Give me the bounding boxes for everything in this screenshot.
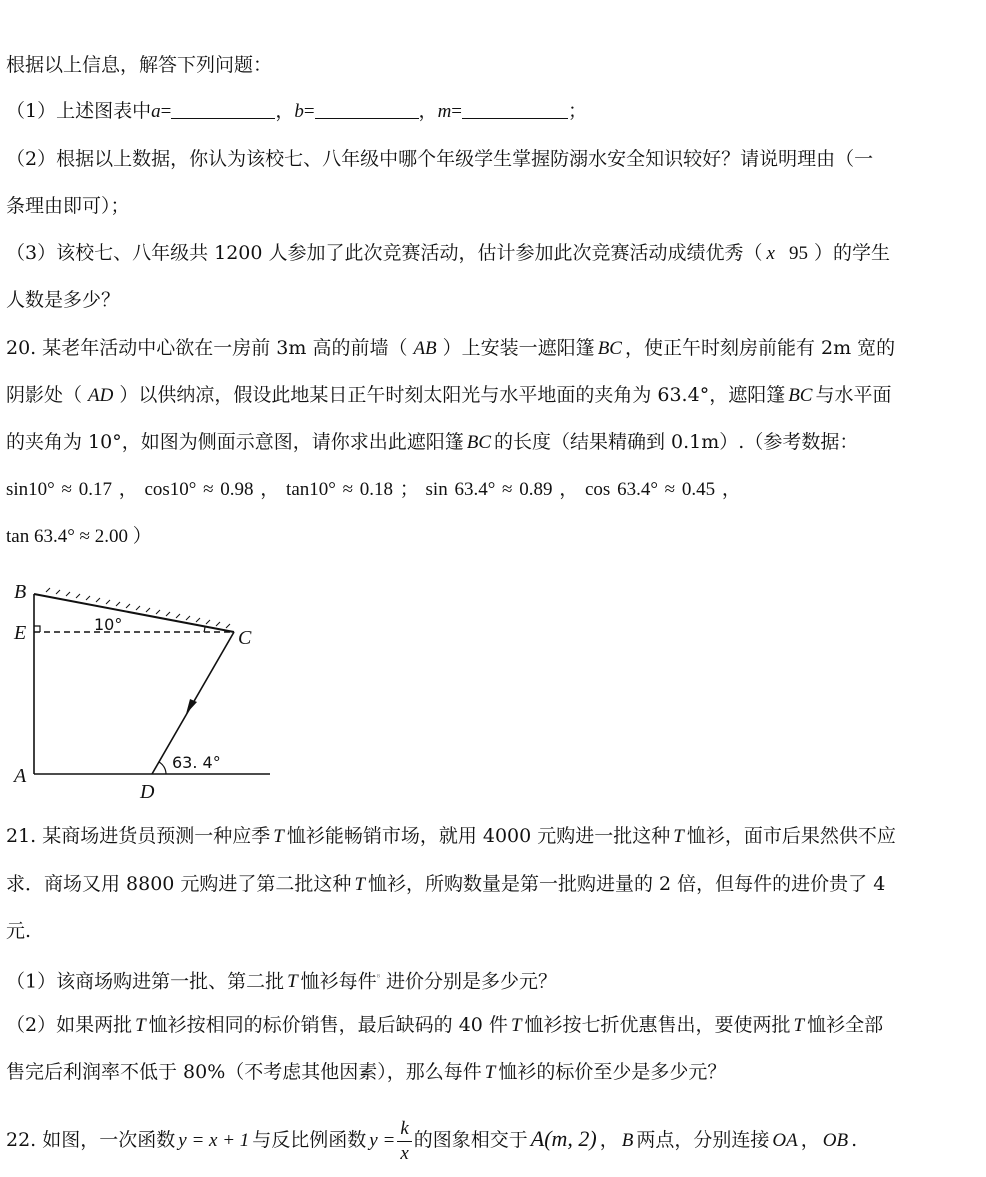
segment-AD: AD xyxy=(88,385,114,406)
point-B: B xyxy=(621,1130,634,1151)
answer-blank-m[interactable] xyxy=(462,98,568,119)
q19-part2-line1: （2）根据以上数据，你认为该校七、八年级中哪个年级学生掌握防溺水安全知识较好？请说明理由（一 xyxy=(6,148,874,170)
awning-diagram xyxy=(6,572,276,804)
fraction-k-over-x xyxy=(397,1117,411,1166)
q21-line2 xyxy=(6,871,885,898)
q19-part3-text-b: ）的学生 xyxy=(813,242,890,264)
q19-part3-text-a: （3）该校七、八年级共 1200 人参加了此次竞赛活动，估计参加此次竞赛活动成绩优秀（ xyxy=(6,242,763,264)
q19-part2-line2: 条理由即可）； xyxy=(6,195,130,217)
q19-part3-line2: 人数是多少？ xyxy=(6,289,121,311)
segment-BC: BC xyxy=(597,338,622,359)
letter-T: T xyxy=(673,826,684,847)
letter-T: T xyxy=(510,1015,522,1036)
q20-text: 的长度（结果精确到 0.1m）.（参考数据： xyxy=(494,431,859,453)
letter-T: T xyxy=(484,1062,496,1083)
q22-text: 两点，分别连接 xyxy=(636,1129,770,1151)
q21-text: 恤衫的标价至少是多少元？ xyxy=(498,1061,727,1083)
q20-line2 xyxy=(6,382,892,409)
segment-OB: OB xyxy=(822,1130,849,1151)
q22-text: ， xyxy=(800,1129,820,1151)
answer-blank-a[interactable] xyxy=(171,98,275,119)
answer-blank-b[interactable] xyxy=(315,98,419,119)
var-m: m xyxy=(437,101,452,122)
eq-sign: = xyxy=(451,101,463,122)
score-95: 95 xyxy=(788,243,808,264)
eq-sign: = xyxy=(303,101,315,122)
q22-text: 的图象相交于 xyxy=(413,1129,528,1151)
q20-text: ）上安装一遮阳篷 xyxy=(442,337,595,359)
q21-text: （2）如果两批 xyxy=(6,1014,133,1036)
q21-part2-line1 xyxy=(6,1012,883,1039)
q22-line1 xyxy=(6,1112,857,1168)
q20-text: ）以供纳凉，假设此地某日正午时刻太阳光与水平地面的夹角为 63.4°，遮阳篷 xyxy=(119,384,786,406)
q21-part1 xyxy=(6,965,557,995)
label-E: E xyxy=(14,622,27,644)
q21-text: （1）该商场购进第一批、第二批 xyxy=(6,970,285,993)
q20-reference-values-1: sin10° ≈ 0.17 ， cos10° ≈ 0.98 ， tan10° ≈ 0.18 ； sin 63.4° ≈ 0.89 ， cos 63.4° ≈ 0.45 ， xyxy=(6,479,741,500)
q20-text: ，使正午时刻房前能有 2m 宽的 xyxy=(624,337,896,359)
q20-line1 xyxy=(6,335,895,362)
letter-T: T xyxy=(793,1015,805,1036)
var-a: a xyxy=(151,101,161,122)
q21-line3: 元. xyxy=(6,920,32,942)
q21-part2-line2 xyxy=(6,1059,726,1086)
q21-text: 恤衫按相同的标价销售，最后缺码的 40 件 xyxy=(148,1014,508,1036)
var-b: b xyxy=(294,101,304,122)
segment-BC: BC xyxy=(466,432,491,453)
q22-text: 22. 如图，一次函数 xyxy=(6,1129,176,1151)
q20-text: 阴影处（ xyxy=(6,384,83,406)
linear-function: y = x + 1 xyxy=(178,1130,250,1151)
letter-T: T xyxy=(354,874,366,895)
segment-BC: BC xyxy=(788,385,813,406)
fraction-numerator: k xyxy=(397,1117,411,1142)
q21-text: 恤衫按七折优惠售出，要使两批 xyxy=(524,1014,791,1036)
q21-text: 恤衫能畅销市场，就用 4000 元购进一批这种 xyxy=(286,825,671,847)
angle-label-10: 10° xyxy=(94,615,123,634)
point-A: A(m, 2) xyxy=(530,1126,597,1151)
q21-text: 进价分别是多少元？ xyxy=(379,970,557,993)
intro-text: 根据以上信息，解答下列问题： xyxy=(6,54,273,76)
q22-text: . xyxy=(851,1129,858,1151)
segment-OA: OA xyxy=(772,1130,798,1151)
q20-text: 与水平面 xyxy=(815,384,892,406)
stray-mark: ⁸ xyxy=(376,973,380,982)
q19-part1 xyxy=(6,98,587,125)
q20-text: 20. 某老年活动中心欲在一房前 3m 高的前墙（ xyxy=(6,337,408,359)
angle-arc-63 xyxy=(159,762,166,774)
label-B: B xyxy=(14,581,27,603)
letter-T: T xyxy=(287,971,298,993)
comma: ， xyxy=(418,100,438,122)
label-C: C xyxy=(238,627,252,649)
q20-line3 xyxy=(6,429,858,456)
q20-text: 的夹角为 10°，如图为侧面示意图，请你求出此遮阳篷 xyxy=(6,431,464,453)
q21-text: 恤衫全部 xyxy=(807,1014,884,1036)
q21-text: 21. 某商场进货员预测一种应季 xyxy=(6,825,271,847)
fraction-denominator: x xyxy=(400,1142,409,1164)
q21-text: 恤衫每件 xyxy=(300,970,377,993)
right-angle-mark xyxy=(34,626,40,632)
label-D: D xyxy=(140,781,155,803)
q19-part1-prefix: （1）上述图表中 xyxy=(6,100,152,122)
ray-arrow-icon xyxy=(186,699,197,714)
q21-text: 售完后利润率不低于 80%（不考虑其他因素），那么每件 xyxy=(6,1061,482,1083)
segment-AB: AB xyxy=(413,338,437,359)
q22-text: ， xyxy=(599,1129,619,1151)
inverse-function-lhs: y = xyxy=(369,1130,396,1151)
q21-text: 恤衫，面市后果然供不应 xyxy=(686,825,896,847)
var-x: x xyxy=(766,243,775,264)
angle-label-63: 63. 4° xyxy=(172,753,221,772)
q21-line1 xyxy=(6,823,896,850)
q21-text: 恤衫，所购数量是第一批购进量的 2 倍，但每件的进价贵了 4 xyxy=(368,873,886,895)
q20-reference-values-2: tan 63.4° ≈ 2.00 ） xyxy=(6,526,152,547)
q19-part3-line1 xyxy=(6,240,890,267)
letter-T: T xyxy=(273,826,284,847)
semicolon: ； xyxy=(568,100,588,122)
eq-sign: = xyxy=(160,101,172,122)
q22-text: 与反比例函数 xyxy=(252,1129,367,1151)
awning-BC xyxy=(34,594,234,632)
label-A: A xyxy=(14,765,27,787)
letter-T: T xyxy=(135,1015,146,1036)
q21-text: 求．商场又用 8800 元购进了第二批这种 xyxy=(6,873,352,895)
awning-hatching xyxy=(46,588,230,628)
comma: ， xyxy=(275,100,295,122)
